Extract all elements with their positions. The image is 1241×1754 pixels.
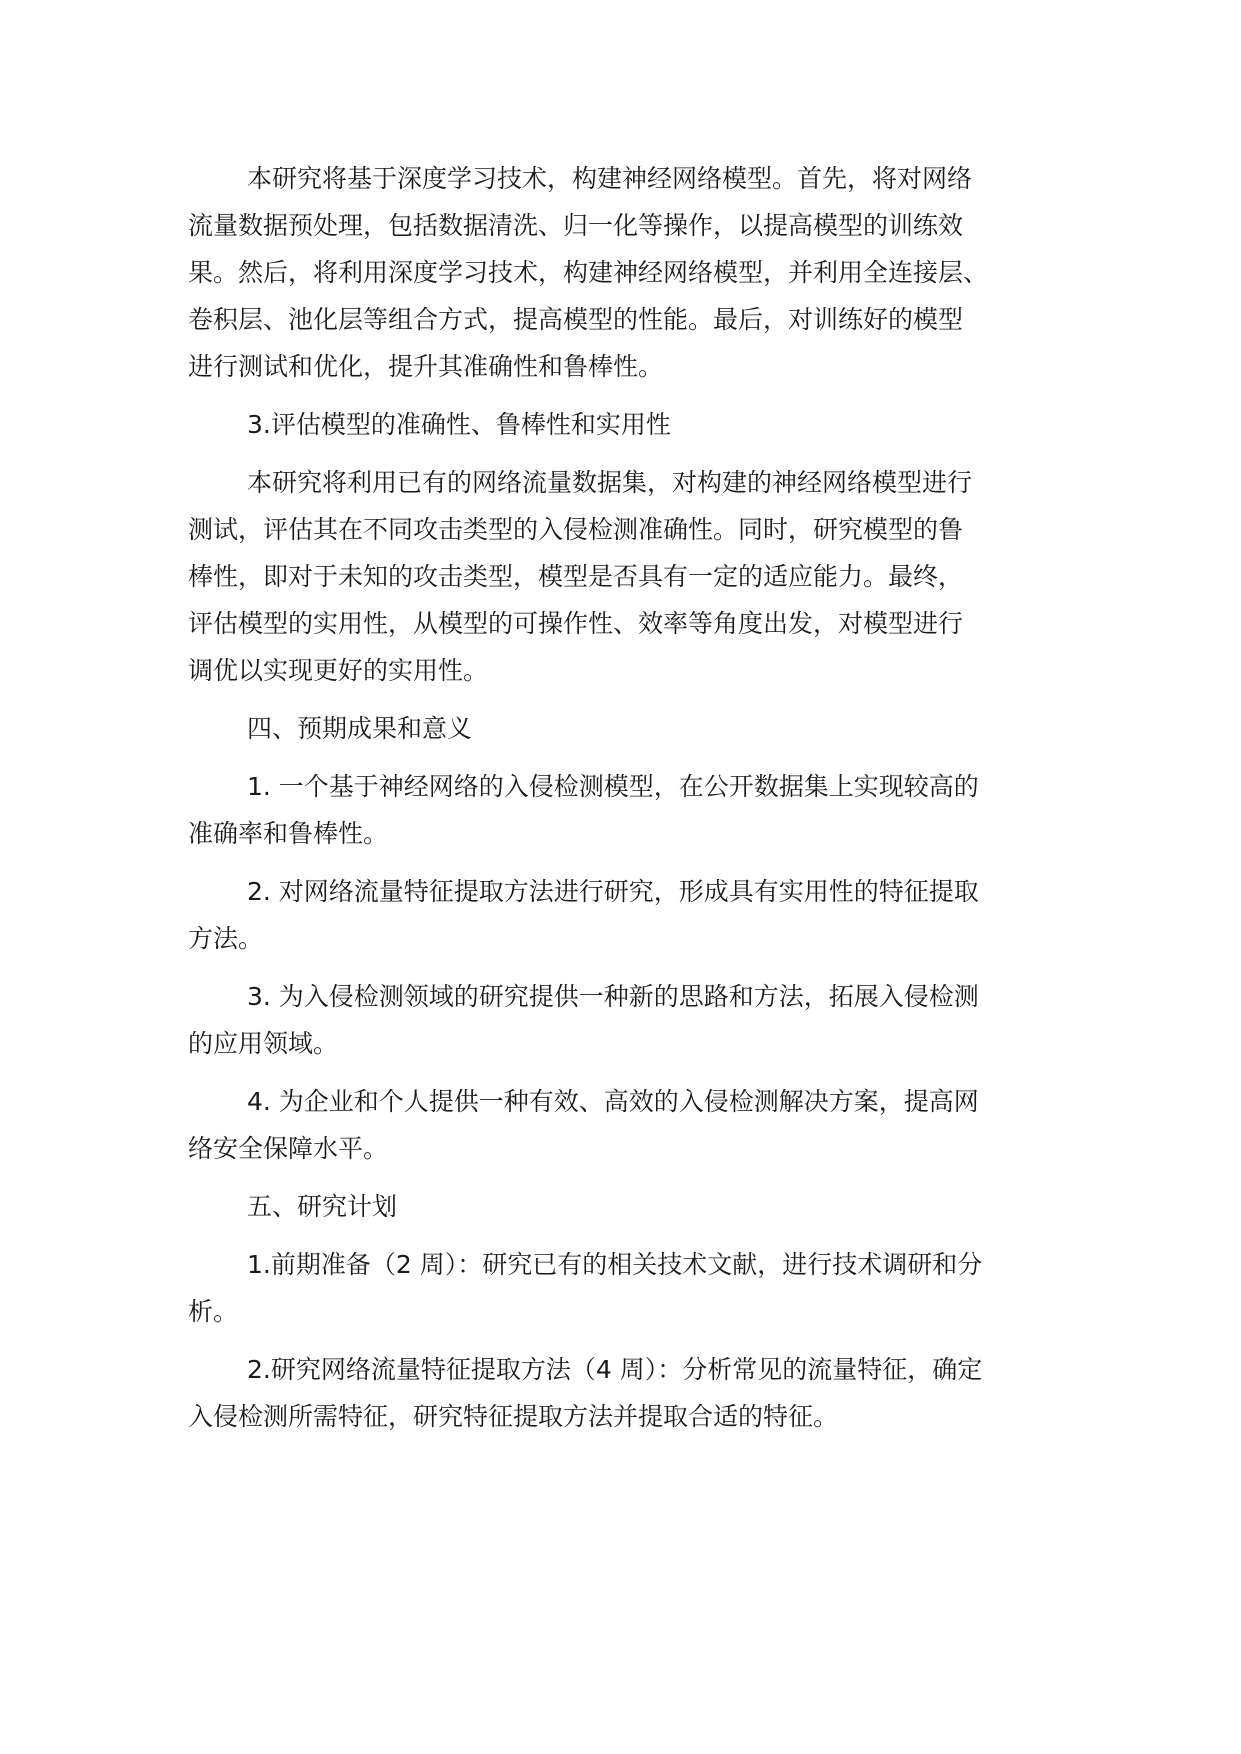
- text-line: 2. 对网络流量特征提取方法进行研究，形成具有实用性的特征提取: [247, 877, 979, 906]
- text-line: 流量数据预处理，包括数据清洗、归一化等操作，以提高模型的训练效: [188, 211, 964, 240]
- document-body: [188, 155, 1068, 1440]
- heading-text: 五、研究计划: [247, 1192, 398, 1221]
- text-line: 进行测试和优化，提升其准确性和鲁棒性。: [188, 352, 664, 381]
- list-item-result-3: [188, 973, 1068, 1067]
- text-line: 准确率和鲁棒性。: [188, 819, 389, 848]
- list-item-result-2: [188, 868, 1068, 962]
- heading-research-plan: [188, 1183, 1068, 1230]
- text-line: 调优以实现更好的实用性。: [188, 656, 489, 685]
- heading-expected-results: [188, 705, 1068, 752]
- text-line: 的应用领域。: [188, 1029, 339, 1058]
- heading-text: 四、预期成果和意义: [247, 714, 473, 743]
- text-line: 入侵检测所需特征，研究特征提取方法并提取合适的特征。: [188, 1402, 839, 1431]
- text-line: 本研究将基于深度学习技术，构建神经网络模型。首先，将对网络: [247, 164, 973, 193]
- text-line: 络安全保障水平。: [188, 1134, 389, 1163]
- text-line: 方法。: [188, 924, 264, 953]
- text-line: 本研究将利用已有的网络流量数据集，对构建的神经网络模型进行: [247, 468, 973, 497]
- text-line: 果。然后，将利用深度学习技术，构建神经网络模型，并利用全连接层、: [188, 258, 989, 287]
- text-line: 卷积层、池化层等组合方式，提高模型的性能。最后，对训练好的模型: [188, 305, 964, 334]
- text-line: 1.前期准备（2 周）：研究已有的相关技术文献，进行技术调研和分: [247, 1250, 983, 1279]
- list-item-plan-2: [188, 1346, 1068, 1440]
- text-line: 3. 为入侵检测领域的研究提供一种新的思路和方法，拓展入侵检测: [247, 982, 979, 1011]
- text-line: 2.研究网络流量特征提取方法（4 周）：分析常见的流量特征，确定: [247, 1355, 983, 1384]
- list-item-result-4: [188, 1078, 1068, 1172]
- text-line: 评估模型的实用性，从模型的可操作性、效率等角度出发，对模型进行: [188, 609, 964, 638]
- text-line: 棒性，即对于未知的攻击类型，模型是否具有一定的适应能力。最终，: [188, 562, 964, 591]
- text-line: 测试，评估其在不同攻击类型的入侵检测准确性。同时，研究模型的鲁: [188, 515, 964, 544]
- list-item-result-1: [188, 763, 1068, 857]
- list-item-plan-1: [188, 1241, 1068, 1335]
- text-line: 析。: [188, 1297, 239, 1326]
- text-line: 4. 为企业和个人提供一种有效、高效的入侵检测解决方案，提高网: [247, 1087, 979, 1116]
- heading-text: 3.评估模型的准确性、鲁棒性和实用性: [247, 410, 671, 439]
- paragraph-evaluation-description: [188, 459, 1068, 694]
- paragraph-method-description: [188, 155, 1068, 390]
- text-line: 1. 一个基于神经网络的入侵检测模型，在公开数据集上实现较高的: [247, 772, 979, 801]
- heading-evaluate-model: [188, 401, 1068, 448]
